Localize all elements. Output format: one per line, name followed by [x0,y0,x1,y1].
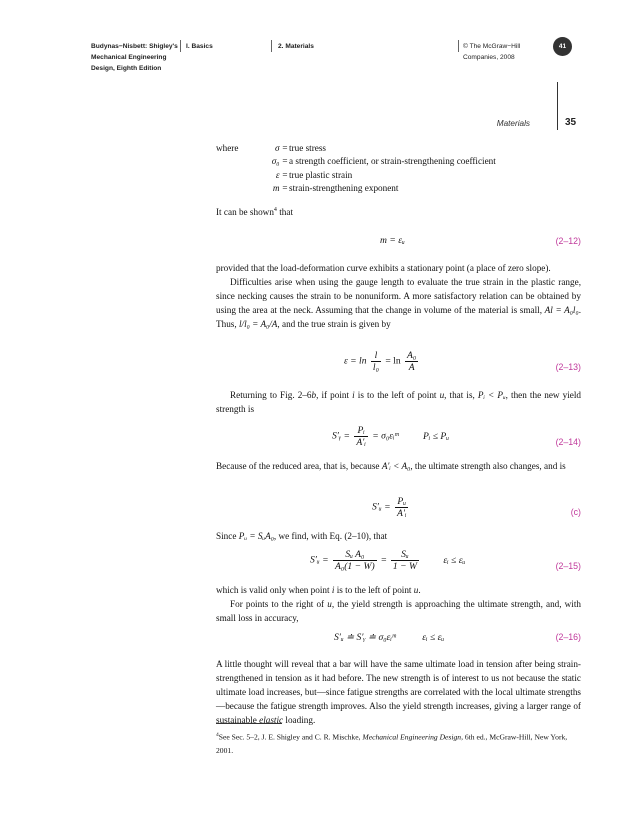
equation-2-15 [310,549,465,572]
text-run: For points to the right of [230,598,328,609]
denominator: A′ᵢ [356,437,366,448]
definition-symbol: σ = [274,143,288,153]
paragraph-little-thought [216,658,581,728]
text-run: Mechanical Engineering Design, [362,732,463,742]
header-book-line: Budynas−Nisbett: Shigley's [91,43,178,50]
text-run: , the yield strength is approaching the ultimate strength, and, with small loss in accuracy, [216,598,581,623]
equation-c [372,496,410,519]
text-run: is to the left of point [354,390,440,400]
text-run: , that is, [444,390,478,400]
eq-condition: εᵢ ≤ εᵤ [422,632,445,643]
header-chapter: 2. Materials [278,43,314,50]
definition-symbol: m = [272,183,288,194]
numerator: Sᵤ [391,549,419,561]
text-run: . [418,585,421,595]
text-run: Because of the reduced area, that is, because [216,461,382,471]
text-run: A little thought will reveal that a bar will have the same ultimate load in tension after being strain-strengthened in tension as it had before. The new strength is of interest to us not because the static ultimate load increases, but—since fatigue strengths are correlated with the local ultimate strengths—because the fatigue strength improves. Also the yield strength increases, giving a larger range of sustainable [216,659,581,725]
equation-number: (2–15) [555,561,581,571]
text-run: See Sec. 5–2, J. E. Shigley and C. R. Mischke, [218,732,363,742]
numerator: l [371,350,381,362]
numerator: A₀ [407,350,417,361]
numerator: Pᵤ [395,496,408,508]
text-run: It can be shown [216,207,274,218]
where-label: where [216,143,239,153]
numerator: Sᵤ A₀ [333,549,377,561]
header-copyright [463,41,520,63]
definition-text: a strength coefficient, or strain-strengthening coefficient [289,156,496,167]
copyright-line: © The McGraw−Hill [463,43,521,50]
equation-number: (2–12) [555,236,581,246]
definition-symbol: ε = [275,169,288,180]
equation-number: (2–16) [555,632,581,642]
fraction [371,350,381,373]
footnote-mark: 4 [216,732,219,738]
equation-number: (c) [570,507,581,517]
eq-condition: εᵢ ≤ εᵤ [443,554,466,566]
numerator: Pᵢ [354,425,367,437]
equation-2-14 [332,425,449,448]
inline-math: Al = A₀l₀ [544,304,579,315]
text-run: b [311,390,317,400]
equation-2-12: m = εᵤ [380,235,405,246]
eq-term: S′ᵤ ≐ S′ᵧ ≐ σ₀εᵢᵐ [334,632,396,643]
text-run: elastic [259,714,284,725]
eq-term: = ln [385,355,401,367]
eq-term: = σ₀εᵢᵐ [372,430,399,442]
page-number: 35 [565,117,577,128]
text-run: Since [216,531,239,541]
text-run: that [276,207,293,218]
inline-math: Pᵤ = SᵤA₀ [238,531,274,541]
text-run: , the ultimate strength also changes, and is [410,461,566,471]
denominator: 1 − W [392,561,417,572]
text-run: i [331,585,335,595]
equation-number: (2–13) [555,362,581,372]
inline-math: Pᵢ < Pᵤ [477,390,506,400]
text-run: loading. [283,714,316,725]
text-run: , and the true strain is given by [277,318,391,329]
paragraph-reduced-area [216,460,581,474]
equation-2-16 [334,632,444,643]
eq-term: ε = ln [344,355,367,367]
fraction [391,549,419,572]
paragraph-returning [216,389,581,417]
eq-term: S′ᵧ = [332,430,350,442]
running-section-title: Materials [496,119,530,128]
text-run: , then the new yield strength is [216,390,582,414]
text-run: , we find, with Eq. (2–10), that [273,531,388,541]
text-run: u [439,390,445,400]
footnote [216,729,581,758]
definition-text: true stress [289,143,326,153]
fraction [354,425,367,448]
definition-symbol: σ₀ = [271,156,288,167]
text-run: u [327,598,332,609]
header-part: I. Basics [186,43,213,50]
page-number-bar [557,82,558,130]
inline-math: l/l₀ = A₀/A [238,318,278,329]
text-run: . Thus, [216,304,581,329]
header-divider [271,40,272,52]
text-run: is to the left of point [334,585,414,595]
footnote-rule [216,723,282,724]
equation-number: (2–14) [555,437,581,447]
copyright-line: Companies, 2008 [463,54,515,61]
header-divider [180,40,181,52]
text-run: Difficulties arise when using the gauge length to evaluate the true strain in the plastic range, since necking causes the strain to be nonuniform. A more satisfactory relation can be obtained by using the area at the neck. Assuming that the change in volume of the material is small, [216,276,581,315]
definition-text: strain-strengthening exponent [289,183,399,194]
eq-term: S′ᵤ = [310,554,329,566]
denominator: A′ᵢ [397,508,407,519]
eq-term: = [381,554,387,566]
denominator: A₀(1 − W) [335,561,375,572]
fraction [333,549,377,572]
denominator: A [408,362,415,373]
text-run: i [352,390,355,400]
fraction [405,350,418,373]
paragraph-valid [216,584,581,626]
paragraph-necking [216,276,581,332]
footnote-ref: 4 [273,207,277,213]
equation-2-13 [344,350,420,373]
text-run: 6th ed., McGraw-Hill, New York, 2001. [216,732,568,756]
fraction [395,496,408,519]
header-divider [458,40,459,52]
header-book-line: Mechanical Engineering [91,54,167,61]
paragraph-stationary [216,262,581,332]
paragraph-since [216,530,581,544]
text-run: , if point [316,390,353,400]
paragraph-shown [216,204,581,220]
definition-text: true plastic strain [289,169,353,180]
text-run: which is valid only when point [216,585,332,595]
inline-math: A′ᵢ < A₀ [381,461,411,471]
header-book-title [91,41,178,74]
header-book-line: Design, Eighth Edition [91,65,162,72]
eq-term: S′ᵤ = [372,501,391,513]
text-run: u [413,585,419,595]
paragraph-text: provided that the load-deformation curve exhibits a stationary point (a place of zero slope). [216,263,551,273]
eq-condition: Pᵢ ≤ Pᵤ [422,430,450,442]
sequence-number-badge: 41 [553,37,572,56]
denominator: l₀ [372,362,379,373]
text-run: Returning to Fig. 2–6 [230,390,312,400]
